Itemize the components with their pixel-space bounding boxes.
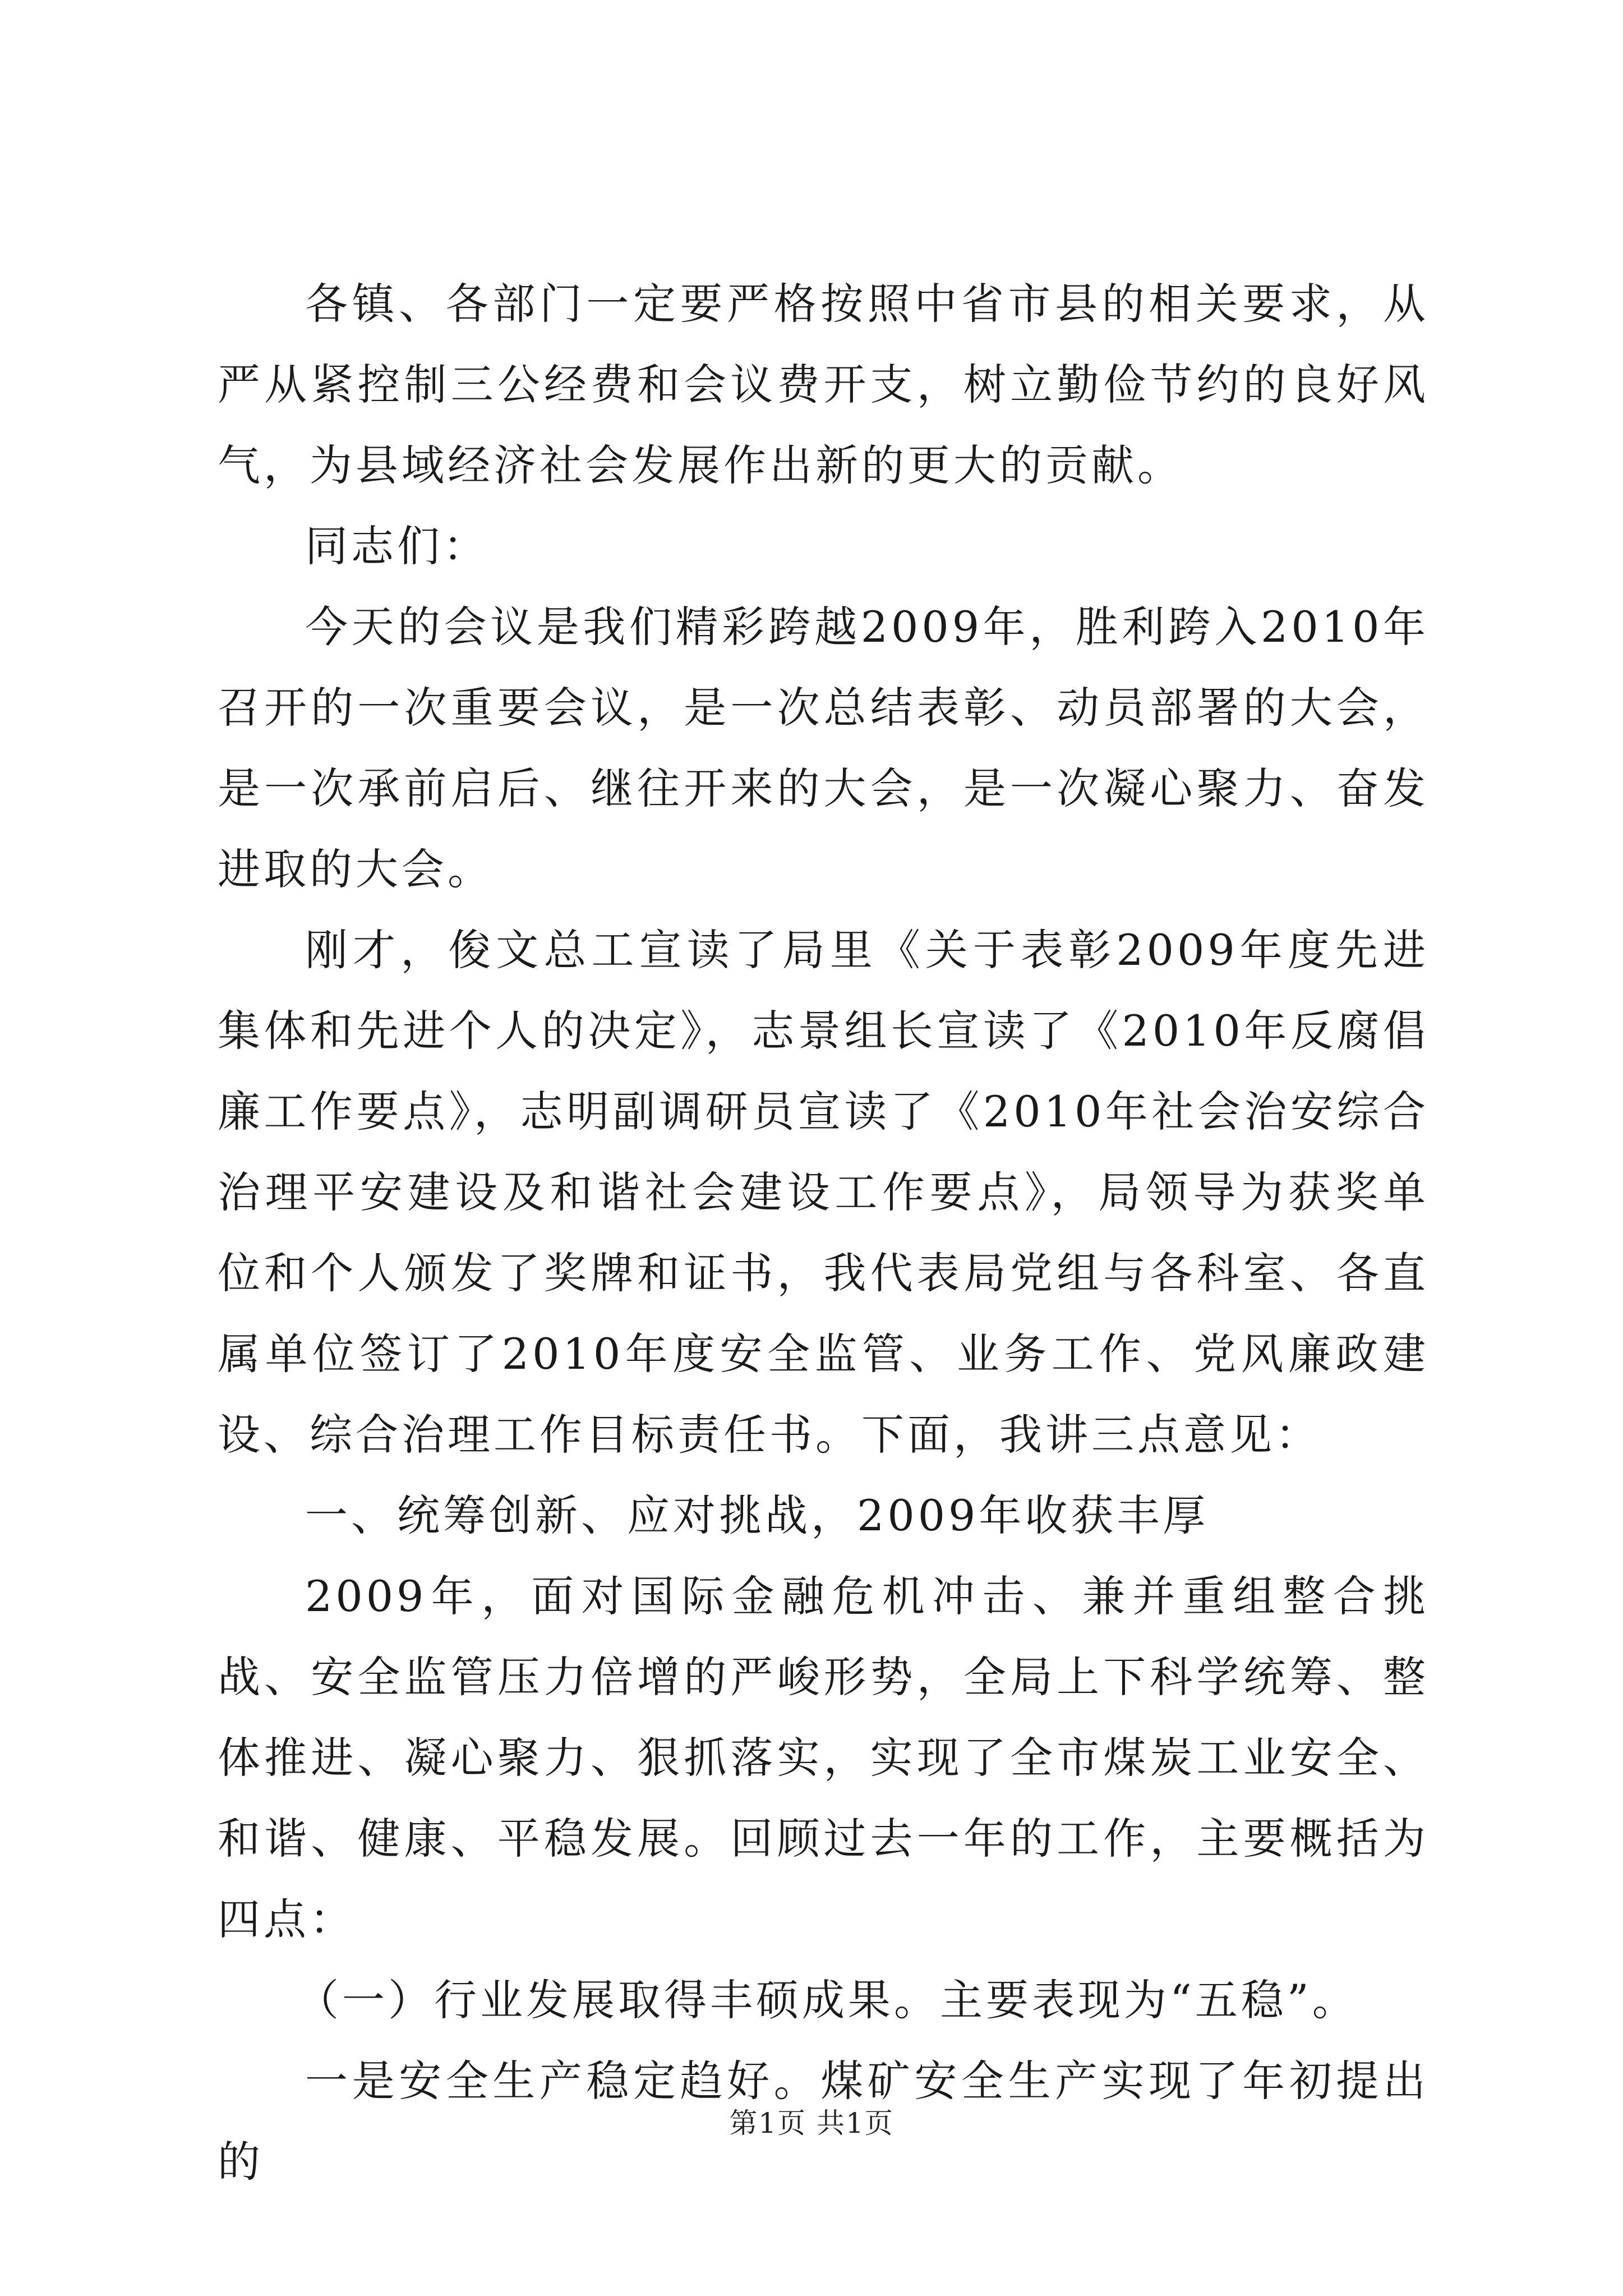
paragraph-salutation: 同志们： xyxy=(305,521,489,571)
paragraph-readings-summary: 刚才，俊文总工宣读了局里《关于表彰2009年度先进集体和先进个人的决定》，志景组长宣读了《2010年反腐倡廉工作要点》，志明副调研员宣读了《2010年社会治安综合治理平安建设及和谐社会建设工作要点》，局领导为获奖单位和个人颁发了奖牌和证书，我代表局党组与各科室、各直属单位签订了2010年度安全监管、业务工作、党风廉政建设、综合治理工作目标责任书。下面，我讲三点意见： xyxy=(218,925,1429,1460)
paragraph-closing-requirements: 各镇、各部门一定要严格按照中省市县的相关要求，从严从紧控制三公经费和会议费开支，树立勤俭节约的良好风气，为县域经济社会发展作出新的更大的贡献。 xyxy=(218,279,1429,490)
subsection-heading-1: （一）行业发展取得丰硕成果。主要表现为“五稳”。 xyxy=(296,1975,1358,2025)
paragraph-safety-production: 一是安全生产稳定趋好。煤矿安全生产实现了年初提出的 xyxy=(218,2056,1429,2187)
document-body xyxy=(218,264,1429,2202)
section-heading-1: 一、统筹创新、应对挑战，2009年收获丰厚 xyxy=(305,1490,1209,1540)
page-footer: 第1页 共1页 xyxy=(729,2107,894,2139)
paragraph-2009-review: 2009年，面对国际金融危机冲击、兼并重组整合挑战、安全监管压力倍增的严峻形势，全局上下科学统筹、整体推进、凝心聚力、狠抓落实，实现了全市煤炭工业安全、和谐、健康、平稳发展。回顾过去一年的工作，主要概括为四点： xyxy=(218,1571,1429,1944)
paragraph-meeting-intro: 今天的会议是我们精彩跨越2009年，胜利跨入2010年召开的一次重要会议，是一次总结表彰、动员部署的大会，是一次承前启后、继往开来的大会，是一次凝心聚力、奋发进取的大会。 xyxy=(218,602,1429,894)
